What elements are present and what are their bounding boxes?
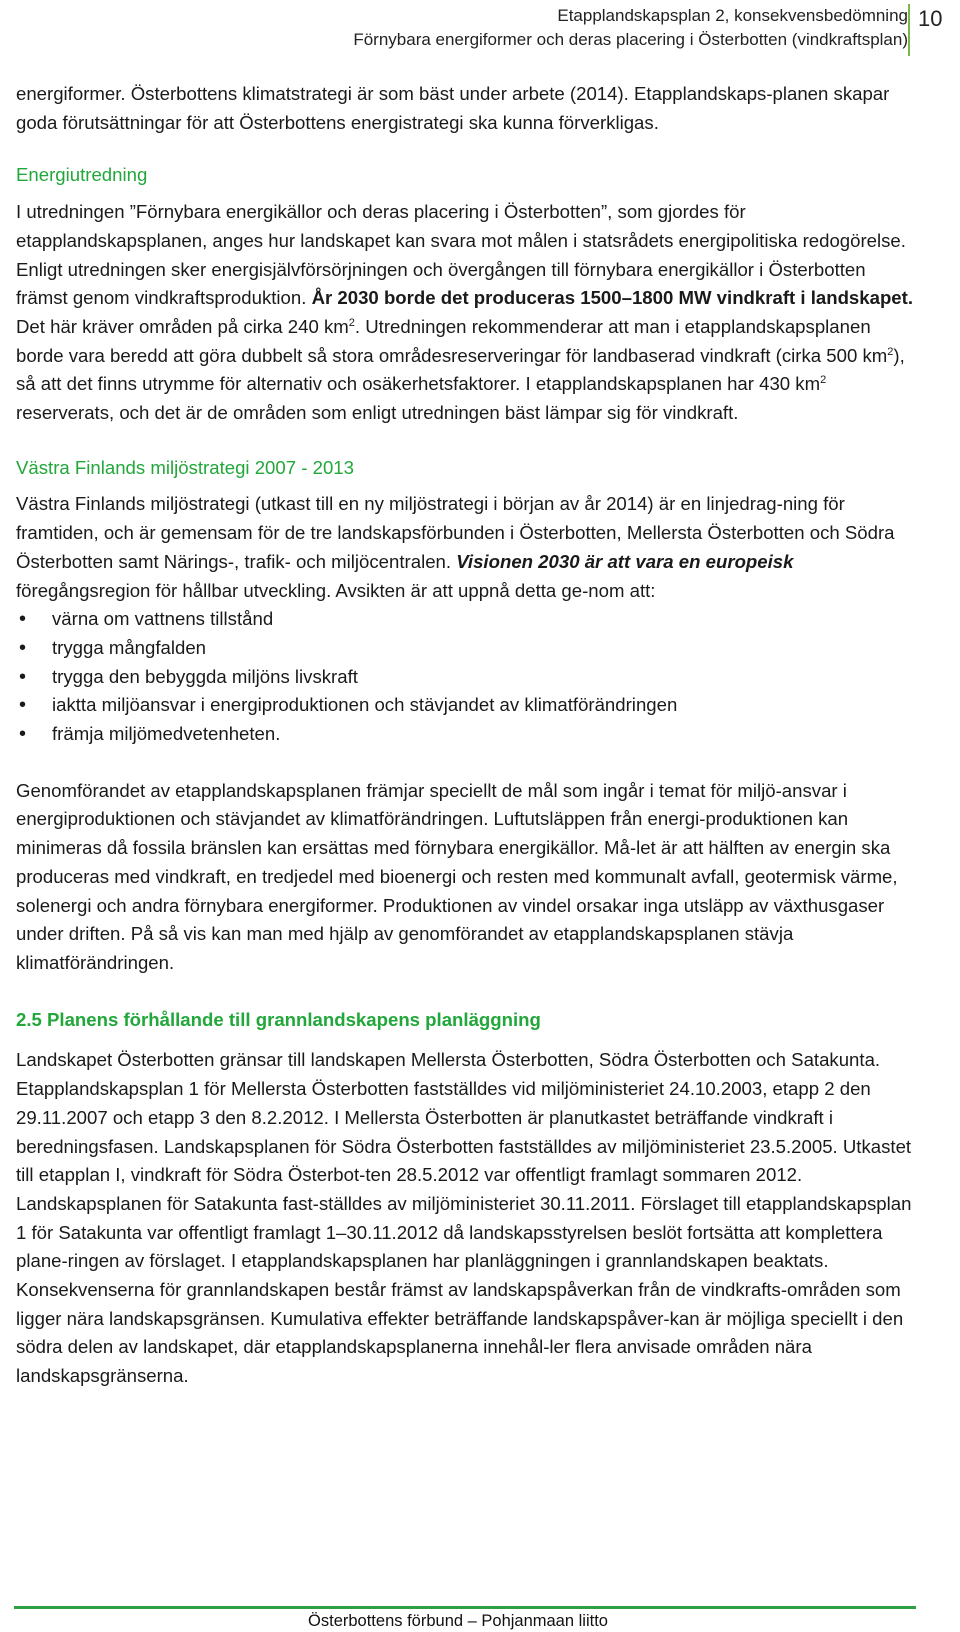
list-item: • trygga den bebyggda miljöns livskraft	[16, 663, 916, 692]
heading-energiutredning: Energiutredning	[16, 164, 148, 186]
page-content	[16, 80, 916, 1391]
energiutredning-paragraph	[16, 198, 916, 428]
list-item: • iaktta miljöansvar i energiproduktionen och stävjandet av klimatförändringen	[16, 691, 916, 720]
text-span: Det här kräver områden på cirka 240 km	[16, 315, 349, 337]
heading-miljostrategi: Västra Finlands miljöstrategi 2007 - 2013	[16, 456, 354, 478]
text-span: . Utredningen rekommenderar att man i etapplandskapsplanen borde vara beredd att göra dubbelt så stora områdesreserveringar för landbaserad vindkraft (cirka 500 km	[16, 315, 888, 366]
section-2-5-paragraph: Landskapet Österbotten gränsar till landskapen Mellersta Österbotten, Södra Österbotten och Satakunta. Etapplandskapsplan 1 för Mellersta Österbotten fastställdes vid miljöministeriet 24.10.2003, etapp 2 den 29.11.2007 och etapp 3 den 8.2.2012. I Mellersta Österbotten är planutkastet beträffande vindkraft i beredningsfasen. Landskapsplanen för Södra Österbotten fastställdes av miljöministeriet 23.5.2005. Utkastet till etapplan I, vindkraft för Södra Österbot-ten 28.5.2012 var offentligt framlagt sommaren 2012. Landskapsplanen för Satakunta fast-ställdes av miljöministeriet 30.11.2011. Förslaget till etapplandskapsplan 1 för Satakunta var offentligt framlagt 1–30.11.2012 då landskapsstyrelsen beslöt fortsätta att komplettera plane-ringen av förslaget. I etapplandskapsplanen har planläggningen i grannlandskapen beaktats. Konsekvenserna för grannlandskapen består främst av landskapspåverkan från de vindkrafts-områden som ligger nära landskapsgränsen. Kumulativa effekter beträffande landskapspåver-kan är möjliga speciellt i den södra delen av landskapet, där etapplandskapsplanerna innehål-ler flera anvisade områden nära landskapsgränserna.	[16, 1049, 912, 1387]
superscript: 2	[887, 345, 894, 358]
vision-emphasis: Visionen 2030 är att vara en europeisk	[456, 550, 794, 572]
list-item: • trygga mångfalden	[16, 634, 916, 663]
header-line-1: Etapplandskapsplan 2, konsekvensbedömning	[557, 6, 908, 25]
heading-section-2-5: 2.5 Planens förhållande till grannlandskapens planläggning	[16, 1008, 541, 1030]
bold-statement: År 2030 borde det produceras 1500–1800 MW vindkraft i landskapet.	[311, 287, 914, 309]
running-header	[353, 4, 908, 52]
text-span: Västra Finlands miljöstrategi (utkast till en ny miljöstrategi i början av år 2014) är en linjedrag-ning för framtiden, och är gemensam för de tre landskapsförbunden i Österbotten, Mellersta Österbotten och Södra Österbotten samt Närings-, trafik- och miljöcentralen.	[16, 493, 895, 572]
page-number: 10	[908, 4, 952, 56]
text-span: I utredningen ”Förnybara energikällor och deras placering i Österbotten”, som gjordes för etapplandskapsplanen, anges hur landskapet kan svara mot målen i statsrådets energipolitiska redogörelse. Enligt utredningen sker energisjälvförsörjningen och övergången till förnybara energikällor i Österbotten främst genom vindkraftsproduktion.	[16, 201, 906, 309]
superscript: 2	[820, 374, 827, 387]
footer-text: Österbottens förbund – Pohjanmaan liitto	[308, 1612, 608, 1630]
goals-list	[16, 605, 916, 749]
genomforandet-paragraph: Genomförandet av etapplandskapsplanen främjar speciellt de mål som ingår i temat för miljö-ansvar i energiproduktionen och stävjandet av klimatförändringen. Luftutsläppen från energi-produktionen kan minimeras då fossila bränslen kan ersättas med förnybara energikällor. Må-let är att hälften av energin ska produceras med vindkraft, en tredjedel med bioenergi och resten med kommunalt avfall, geotermisk värme, solenergi och andra förnybara energiformer. Produktionen av vindel orsakar inga utsläpp av växthusgaser under driften. På så vis kan man med hjälp av genomförandet av etapplandskapsplanen stävja klimatförändringen.	[16, 779, 898, 973]
text-span: ), så att det finns utrymme för alternativ och osäkerhetsfaktorer. I etapplandskapsplanen har 430 km	[16, 344, 905, 395]
miljostrategi-paragraph	[16, 490, 916, 605]
header-line-2: Förnybara energiformer och deras placering i Österbotten (vindkraftsplan)	[353, 30, 908, 49]
superscript: 2	[348, 316, 355, 329]
text-span: reserverats, och det är de områden som enligt utredningen bäst lämpar sig för vindkraft.	[16, 402, 739, 424]
intro-paragraph: energiformer. Österbottens klimatstrategi är som bäst under arbete (2014). Etapplandskaps-planen skapar goda förutsättningar för att Österbottens energistrategi ska kunna förverkligas.	[16, 83, 890, 133]
text-span: föregångsregion för hållbar utveckling. Avsikten är att uppnå detta ge-nom att:	[16, 579, 656, 601]
list-item: • främja miljömedvetenheten.	[16, 720, 916, 749]
list-item: • värna om vattnens tillstånd	[16, 605, 916, 634]
footer-divider	[14, 1606, 916, 1609]
